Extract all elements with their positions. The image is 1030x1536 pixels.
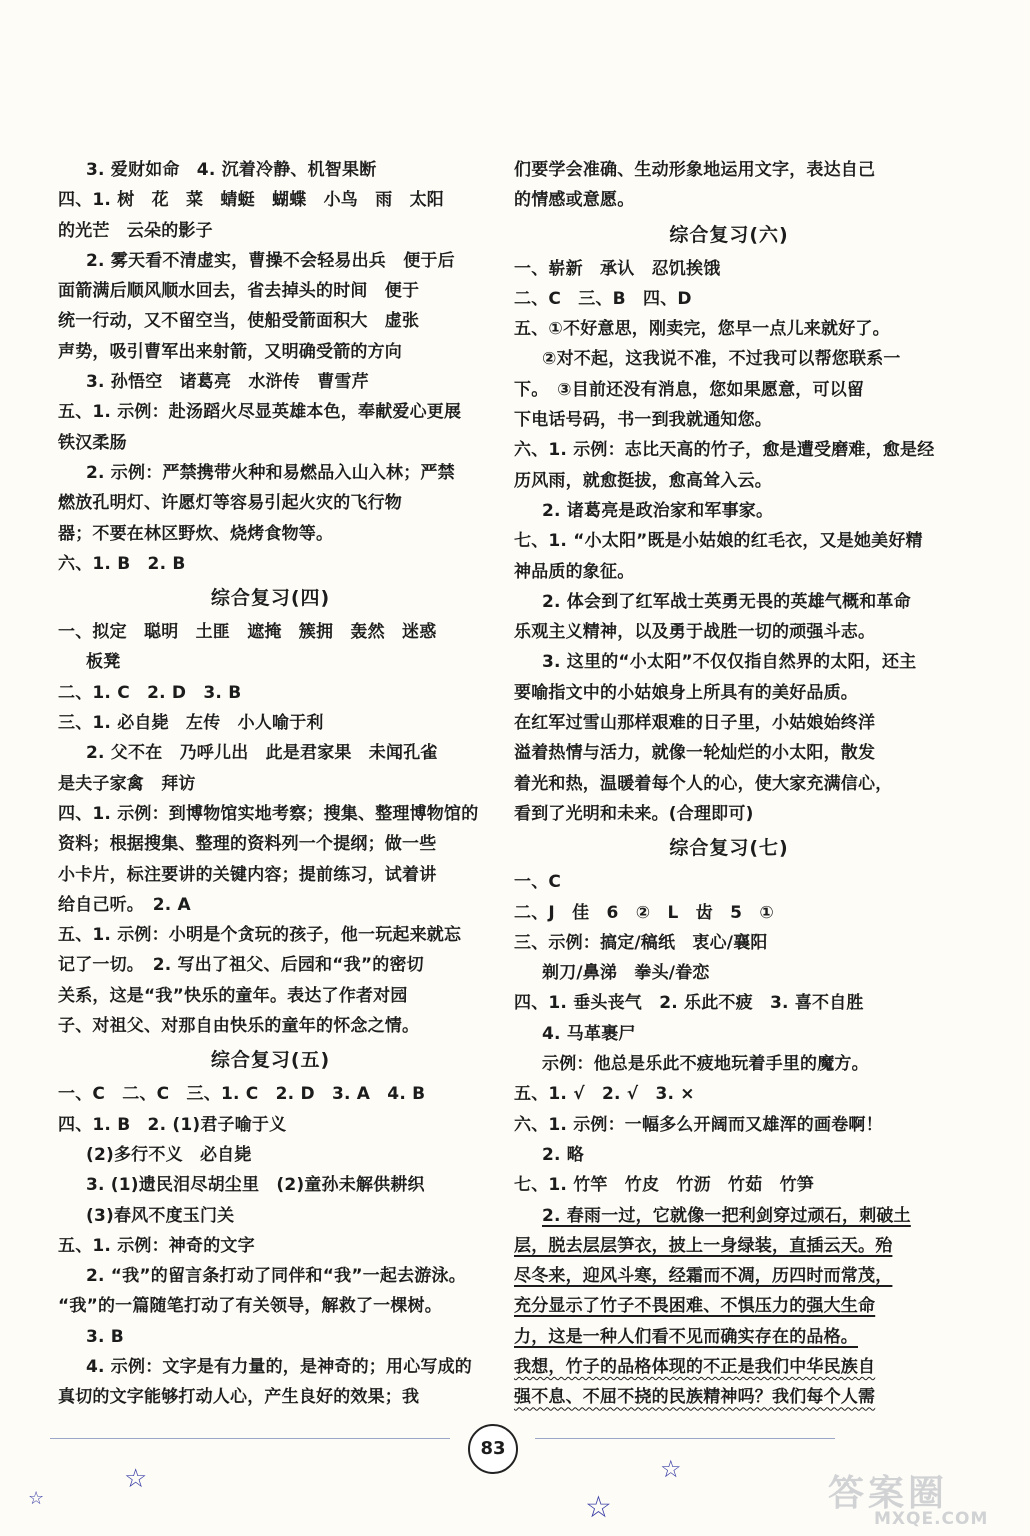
answer-line: 要喻指文中的小姑娘身上所具有的美好品质。	[514, 682, 858, 703]
answer-line: 下电话号码，书一到我就通知您。	[514, 410, 772, 431]
answer-line: (2)多行不义 必自毙	[86, 1144, 252, 1165]
answer-line: 3. 这里的“小太阳”不仅仅指自然界的太阳，还主	[542, 652, 917, 673]
footer-rule-right	[535, 1438, 835, 1439]
answer-line: “我”的一篇随笔打动了有关领导，解救了一棵树。	[58, 1296, 442, 1317]
answer-line: 3. B	[86, 1326, 124, 1347]
answer-line: 板凳	[86, 652, 121, 673]
answer-line: 充分显示了竹子不畏困难、不惧压力的强大生命	[514, 1296, 876, 1317]
answer-line: 4. 示例：文字是有力量的，是神奇的；用心写成的	[86, 1356, 473, 1377]
answer-line: 是夫子家禽 拜访	[58, 773, 196, 794]
answer-line: 一、C	[514, 872, 562, 893]
answer-line: 统一行动，又不留空当，使船受箭面积大 虚张	[58, 311, 420, 332]
answer-line: 六、1. 示例：一幅多么开阔而又雄浑的画卷啊！	[514, 1114, 883, 1135]
answer-line: 3. 爱财如命 4. 沉着冷静、机智果断	[86, 160, 377, 180]
answer-line: 五、①不好意思，刚卖完，您早一点儿来就好了。	[514, 319, 890, 340]
answer-line: 的情感或意愿。	[514, 190, 635, 211]
answer-line: 六、1. 示例：志比天高的竹子，愈是遭受磨难，愈是经	[514, 440, 935, 461]
answer-line: 们要学会准确、生动形象地运用文字，表达自己	[514, 160, 876, 180]
star-icon: ☆	[124, 1464, 148, 1494]
answer-line: 着光和热，温暖着每个人的心，使大家充满信心，	[514, 773, 893, 794]
answer-line: 一、拟定 聪明 土匪 遮掩 簇拥 轰然 迷惑	[58, 622, 437, 643]
section-title: 综合复习(四)	[210, 587, 331, 610]
answer-line: 在红军过雪山那样艰难的日子里，小姑娘始终洋	[514, 713, 876, 734]
answer-line: 神品质的象征。	[514, 561, 635, 582]
answer-line: 四、1. 树 花 菜 蜻蜓 蝴蝶 小鸟 雨 太阳	[58, 190, 445, 211]
answer-line: 四、1. B 2. (1)君子喻于义	[58, 1114, 287, 1135]
answer-line: 2. 春雨一过，它就像一把利剑穿过顽石，刺破土	[542, 1205, 911, 1226]
answer-line: 2. 示例：严禁携带火种和易燃品入山入林；严禁	[86, 462, 455, 483]
star-icon: ☆	[28, 1488, 45, 1509]
footer-rule-left	[50, 1438, 450, 1439]
answer-line: (3)春风不度玉门关	[86, 1205, 235, 1226]
answer-line: 尽冬来，迎风斗寒，经霜而不凋，历四时而常茂，	[514, 1266, 893, 1287]
answer-line: 乐观主义精神，以及勇于战胜一切的顽强斗志。	[514, 622, 876, 643]
answer-line: 七、1. 竹竿 竹皮 竹沥 竹茹 竹笋	[514, 1175, 815, 1196]
answer-line: 强不息、不屈不挠的民族精神吗？我们每个人需	[514, 1387, 876, 1408]
answer-line: 记了一切。 2. 写出了祖父、后园和“我”的密切	[58, 955, 424, 976]
answer-line: 小卡片，标注要讲的关键内容；提前练习，试着讲	[58, 864, 437, 885]
section-title: 综合复习(七)	[669, 837, 789, 860]
answer-line: 一、崭新 承认 忍饥挨饿	[514, 258, 721, 279]
answer-line: 三、示例：搞定/稿纸 衷心/襄阳	[514, 932, 768, 953]
answer-line: 四、1. 示例：到博物馆实地考察；搜集、整理博物馆的	[58, 803, 479, 824]
answer-line: 真切的文字能够打动人心，产生良好的效果；我	[58, 1387, 420, 1408]
answer-line: 声势，吸引曹军出来射箭，又明确受箭的方向	[58, 341, 402, 362]
answer-line: 历风雨，就愈挺拔，愈高耸入云。	[514, 470, 772, 491]
answer-line: 五、1. 示例：赴汤蹈火尽显英雄本色，奉献爱心更展	[58, 402, 462, 423]
answer-line: 2. 诸葛亮是政治家和军事家。	[542, 500, 774, 521]
answer-line: 2. 略	[542, 1144, 585, 1165]
answer-line: 燃放孔明灯、许愿灯等容易引起火灾的飞行物	[58, 493, 402, 514]
answer-line: 我想，竹子的品格体现的不正是我们中华民族自	[514, 1356, 876, 1377]
star-icon: ☆	[585, 1490, 612, 1525]
answer-line: 力，这是一种人们看不见而确实存在的品格。	[514, 1326, 858, 1347]
answer-line: 2. 体会到了红军战士英勇无畏的英雄气概和革命	[542, 591, 911, 612]
section-title: 综合复习(五)	[210, 1049, 331, 1072]
answer-line: 资料；根据搜集、整理的资料列一个提纲；做一些	[58, 834, 437, 855]
watermark-text: 答案圈	[828, 1473, 949, 1514]
answer-line: 2. “我”的留言条打动了同伴和“我”一起去游泳。	[86, 1266, 466, 1287]
answer-line: ②对不起，这我说不准，不过我可以帮您联系一	[542, 349, 901, 370]
right-column	[514, 155, 944, 1413]
answer-line: 二、1. C 2. D 3. B	[58, 682, 242, 703]
answer-line: 溢着热情与活力，就像一轮灿烂的小太阳，散发	[514, 743, 876, 764]
answer-line: 器；不要在林区野炊、烧烤食物等。	[58, 523, 334, 544]
answer-line: 七、1. “小太阳”既是小姑娘的红毛衣，又是她美好精	[514, 531, 923, 552]
answer-line: 四、1. 垂头丧气 2. 乐此不疲 3. 喜不自胜	[514, 993, 864, 1014]
answer-line: 六、1. B 2. B	[58, 553, 186, 574]
answer-line: 五、1. 示例：小明是个贪玩的孩子，他一玩起来就忘	[58, 925, 462, 946]
watermark-url: MXQE.COM	[874, 1509, 989, 1529]
answer-line: 2. 雾天看不清虚实，曹操不会轻易出兵 便于后	[86, 250, 455, 271]
watermark-logo	[820, 1465, 1020, 1535]
answer-line: 二、J 佳 6 ② L 齿 5 ①	[514, 902, 775, 923]
answer-line: 看到了光明和未来。(合理即可)	[514, 803, 754, 824]
answer-line: 面箭满后顺风顺水回去，省去掉头的时间 便于	[58, 281, 420, 302]
answer-line: 的光芒 云朵的影子	[58, 220, 213, 241]
section-title: 综合复习(六)	[669, 223, 789, 246]
answer-line: 子、对祖父、对那自由快乐的童年的怀念之情。	[58, 1016, 420, 1037]
answer-line: 3. 孙悟空 诸葛亮 水浒传 曹雪芹	[86, 372, 369, 393]
answer-line: 示例：他总是乐此不疲地玩着手里的魔方。	[542, 1054, 869, 1075]
answer-line: 五、1. √ 2. √ 3. ×	[514, 1084, 695, 1105]
answer-line: 4. 马革裹尸	[542, 1023, 636, 1044]
answer-line: 给自己听。 2. A	[58, 894, 191, 915]
answer-line: 下。 ③目前还没有消息，您如果愿意，可以留	[514, 379, 865, 400]
answer-line: 二、C 三、B 四、D	[514, 288, 692, 309]
star-icon: ☆	[660, 1455, 682, 1483]
answer-line: 层，脱去层层笋衣，披上一身绿装，直插云天。殆	[514, 1235, 893, 1256]
answer-line: 关系，这是“我”快乐的童年。表达了作者对园	[58, 985, 408, 1006]
answer-line: 一、C 二、C 三、1. C 2. D 3. A 4. B	[58, 1084, 426, 1105]
left-column	[58, 155, 483, 1413]
answer-line: 3. (1)遗民泪尽胡尘里 (2)童孙未解供耕织	[86, 1175, 425, 1196]
answer-line: 2. 父不在 乃呼儿出 此是君家果 未闻孔雀	[86, 743, 438, 764]
answer-line: 五、1. 示例：神奇的文字	[58, 1235, 255, 1256]
answer-line: 铁汉柔肠	[58, 432, 127, 453]
page-number: 83	[468, 1424, 518, 1474]
answer-line: 剃刀/鼻涕 拳头/眷恋	[542, 963, 710, 984]
answer-line: 三、1. 必自毙 左传 小人喻于利	[58, 713, 324, 734]
